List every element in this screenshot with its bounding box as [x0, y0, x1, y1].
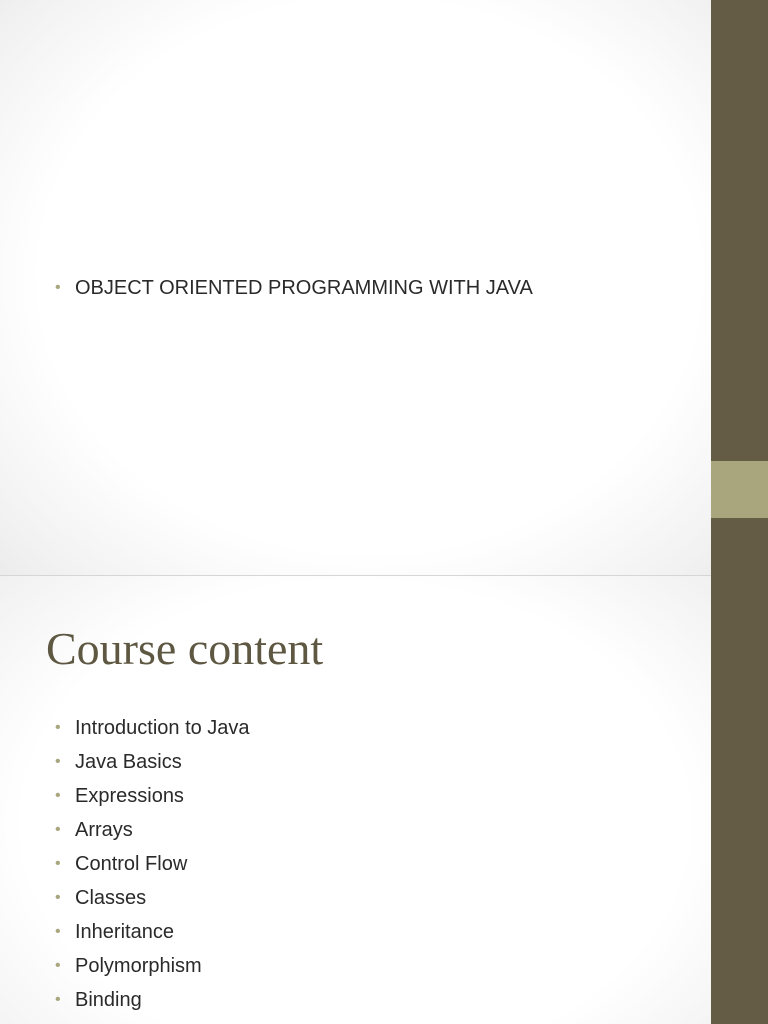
bullet-icon: • [55, 719, 61, 736]
bullet-icon: • [55, 787, 61, 804]
bullet-text: Expressions [75, 785, 184, 807]
list-item [55, 881, 250, 915]
list-item [55, 915, 250, 949]
bullet-icon: • [55, 957, 61, 974]
list-item [55, 779, 250, 813]
bullet-text: Java Basics [75, 751, 182, 773]
bullet-icon: • [55, 753, 61, 770]
bullet-text: Introduction to Java [75, 717, 250, 739]
bullet-text: OBJECT ORIENTED PROGRAMMING WITH JAVA [75, 277, 533, 299]
list-item [55, 949, 250, 983]
list-item [55, 983, 250, 1017]
bullet-icon: • [55, 855, 61, 872]
side-accent-block [711, 461, 768, 518]
list-item [55, 813, 250, 847]
list-item [55, 745, 250, 779]
bullet-text: Inheritance [75, 921, 174, 943]
bullet-text: Arrays [75, 819, 133, 841]
bullet-text: Classes [75, 887, 147, 909]
slide-2 [0, 576, 711, 1024]
list-item [55, 847, 250, 881]
course-content-list [55, 711, 250, 1017]
bullet-icon: • [55, 889, 61, 906]
bullet-icon: • [55, 991, 61, 1008]
list-item [55, 271, 533, 305]
slide-title: Course content [46, 623, 324, 674]
bullet-icon: • [55, 923, 61, 940]
bullet-icon: • [55, 821, 61, 838]
list-item [55, 711, 250, 745]
bullet-icon: • [55, 279, 61, 296]
bullet-text: Control Flow [75, 853, 188, 875]
bullet-text: Polymorphism [75, 955, 202, 977]
slide-1-bullet-list [55, 271, 533, 305]
bullet-text: Binding [75, 989, 142, 1011]
